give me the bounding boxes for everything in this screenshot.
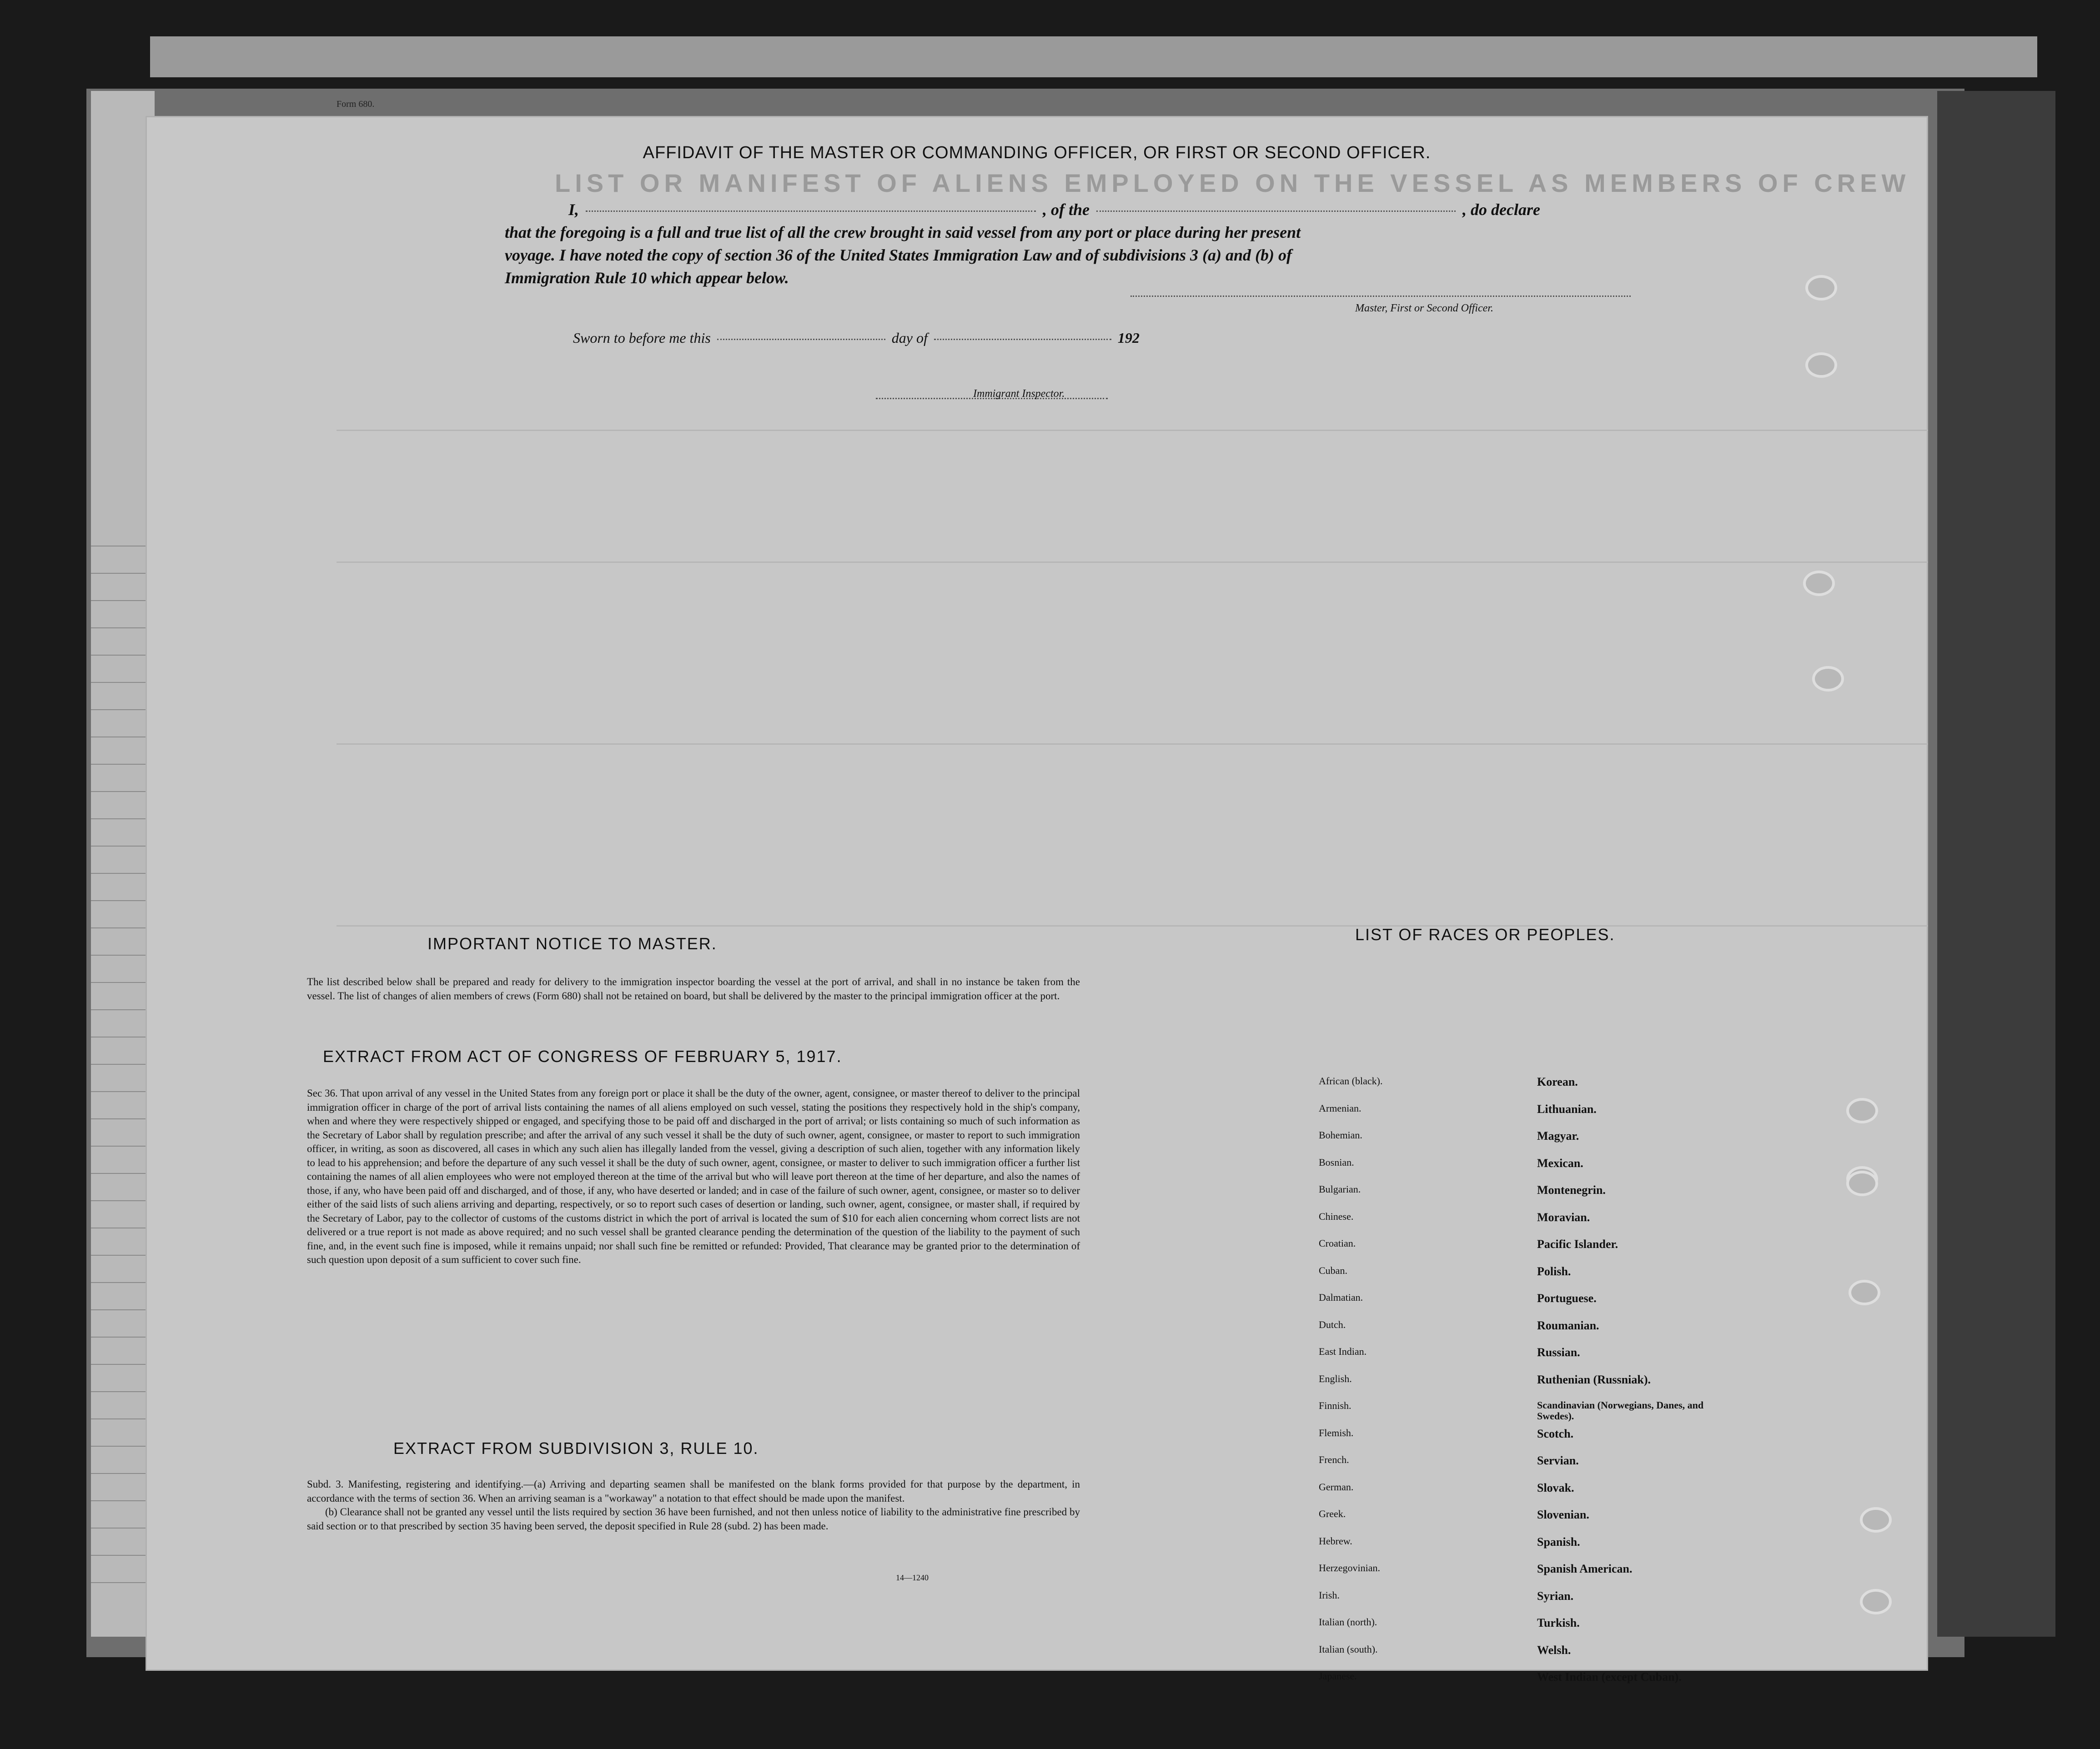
race-name-left: German. — [1319, 1481, 1354, 1493]
affidavit-line3: voyage. I have noted the copy of section 36 of the United States Immigration Law and of subdivisions 3 (a) and (b) of — [505, 246, 1292, 264]
sworn-line — [573, 330, 1140, 346]
race-row — [1319, 1481, 1864, 1508]
race-row — [1319, 1644, 1864, 1671]
race-name-left: Herzegovinian. — [1319, 1562, 1380, 1574]
race-name-left: Italian (north). — [1319, 1616, 1377, 1628]
background-ledger-lines — [91, 546, 146, 1591]
race-name-right: Korean. — [1537, 1075, 1578, 1088]
race-name-left: Dalmatian. — [1319, 1292, 1363, 1303]
affidavit-line1-start: I, — [568, 200, 579, 219]
inspector-label: Immigrant Inspector. — [973, 388, 1065, 400]
year-label: 192 — [1117, 330, 1140, 346]
race-row — [1319, 1427, 1864, 1454]
race-name-left: Dutch. — [1319, 1318, 1346, 1330]
punch-hole — [1803, 571, 1835, 596]
race-row — [1319, 1373, 1864, 1400]
race-name-right: Ruthenian (Russniak). — [1537, 1373, 1651, 1386]
race-row — [1319, 1319, 1864, 1346]
ghost-rule — [337, 743, 1928, 745]
race-name-left: African (black). — [1319, 1075, 1383, 1087]
signature-blank — [1130, 296, 1631, 297]
race-name-right: Servian. — [1537, 1454, 1579, 1467]
race-row — [1319, 1265, 1864, 1292]
race-row — [1319, 1670, 1864, 1698]
race-row — [1319, 1346, 1864, 1373]
race-row — [1319, 1211, 1864, 1238]
race-name-right: Scotch. — [1537, 1427, 1574, 1440]
race-name-right: Scandinavian (Norwegians, Danes, and Swedes). — [1537, 1399, 1704, 1422]
race-name-right: Roumanian. — [1537, 1318, 1599, 1332]
race-row — [1319, 1508, 1864, 1535]
race-name-left: Finnish. — [1319, 1400, 1351, 1411]
race-name-right: Spanish American. — [1537, 1562, 1633, 1575]
race-row — [1319, 1075, 1864, 1103]
day-blank — [717, 339, 885, 340]
punch-hole — [1805, 275, 1837, 301]
ghost-rule — [337, 925, 1928, 927]
race-name-left: Hebrew. — [1319, 1535, 1352, 1547]
rule-subdivision-b: (b) Clearance shall not be granted any vessel until the lists required by section 36 have been furnished, and not then unless notice of liability to the administrative fine prescribed by said section or to that prescribed by section 35 having been served, the deposit specified in Rule 28 (subd. 2) has been made. — [307, 1506, 1080, 1532]
race-name-right: Mexican. — [1537, 1156, 1583, 1170]
race-name-left: East Indian. — [1319, 1346, 1367, 1357]
rule-extract-text — [307, 1478, 1080, 1533]
affidavit-declaration-line — [568, 200, 1540, 219]
race-name-right: Montenegrin. — [1537, 1183, 1606, 1197]
race-name-right: Russian. — [1537, 1346, 1580, 1359]
month-blank — [934, 339, 1111, 340]
ghost-header: LIST OR MANIFEST OF ALIENS EMPLOYED ON THE VESSEL AS MEMBERS OF CREW — [555, 169, 1910, 197]
race-name-left: Bosnian. — [1319, 1156, 1354, 1168]
race-name-left: French. — [1319, 1454, 1349, 1465]
race-row — [1319, 1535, 1864, 1563]
races-heading: LIST OF RACES OR PEOPLES. — [1355, 925, 1615, 944]
ghost-rule — [337, 561, 1928, 563]
sworn-label: Sworn to before me this — [573, 330, 711, 346]
print-code: 14—1240 — [896, 1573, 929, 1582]
act-extract-heading: EXTRACT FROM ACT OF CONGRESS OF FEBRUARY 5, 1917. — [323, 1047, 842, 1066]
affidavit-line4: Immigration Rule 10 which appear below. — [505, 269, 789, 287]
race-row — [1319, 1562, 1864, 1589]
punch-hole — [1860, 1507, 1892, 1533]
race-name-left: Irish. — [1319, 1589, 1340, 1601]
race-name-right: Slovak. — [1537, 1481, 1574, 1494]
manifest-page — [146, 116, 1928, 1684]
race-name-right: Slovenian. — [1537, 1508, 1589, 1521]
race-row — [1319, 1183, 1864, 1211]
punch-hole — [1812, 666, 1844, 692]
race-row — [1319, 1589, 1864, 1617]
day-label: day of — [891, 330, 928, 346]
notice-text: The list described below shall be prepared and ready for delivery to the immigration inspector boarding the vessel at the port of arrival, and shall in no instance be taken from the vessel. The list of changes of alien members of crews (Form 680) shall not be retained on board, but shall be delivered by the master to the principal immigration officer at the port. — [307, 976, 1080, 1002]
affidavit-line2: that the foregoing is a full and true list of all the crew brought in said vessel from any port or place during her present — [505, 223, 1301, 241]
vessel-blank — [1096, 210, 1456, 212]
race-name-left: Bohemian. — [1319, 1129, 1362, 1141]
race-row — [1319, 1157, 1864, 1184]
punch-hole — [1860, 1589, 1892, 1614]
rule-extract-heading: EXTRACT FROM SUBDIVISION 3, RULE 10. — [393, 1439, 759, 1458]
race-name-left: Italian (south). — [1319, 1643, 1378, 1655]
race-row — [1319, 1454, 1864, 1481]
race-name-left: Croatian. — [1319, 1238, 1356, 1249]
race-name-right: Lithuanian. — [1537, 1102, 1597, 1116]
race-name-left: Cuban. — [1319, 1264, 1347, 1276]
race-name-left: Flemish. — [1319, 1427, 1354, 1438]
background-dark-edge — [1937, 91, 2055, 1637]
race-name-right: Welsh. — [1537, 1643, 1571, 1657]
race-name-left: English. — [1319, 1373, 1352, 1384]
punch-hole — [1805, 352, 1837, 378]
race-row — [1319, 1238, 1864, 1265]
affidavit-line1-mid: , of the — [1043, 200, 1090, 219]
affidavit-title: AFFIDAVIT OF THE MASTER OR COMMANDING OFFICER, OR FIRST OR SECOND OFFICER. — [643, 143, 1431, 162]
notice-heading: IMPORTANT NOTICE TO MASTER. — [427, 934, 717, 953]
race-row — [1319, 1400, 1864, 1427]
race-name-left: Armenian. — [1319, 1102, 1361, 1114]
race-name-right: Syrian. — [1537, 1589, 1574, 1603]
affidavit-line1-end: , do declare — [1462, 200, 1540, 219]
race-row — [1319, 1292, 1864, 1319]
race-name-right: Moravian. — [1537, 1210, 1590, 1224]
race-name-right: West Indian (except Cuban). — [1537, 1670, 1682, 1684]
race-name-right: Spanish. — [1537, 1535, 1580, 1549]
signature-label: Master, First or Second Officer. — [1355, 302, 1493, 314]
rule-subdivision-a: Subd. 3. Manifesting, registering and identifying.—(a) Arriving and departing seamen shall be manifested on the blank forms provided for that purpose by the department, in accordance with the terms of section 36. When an arriving seaman is a "workaway" a notation to that effect should be made upon the manifest. — [307, 1478, 1080, 1504]
race-name-right: Turkish. — [1537, 1616, 1580, 1629]
background-sheet-top — [150, 36, 2037, 77]
race-name-right: Magyar. — [1537, 1129, 1579, 1143]
race-name-left: Greek. — [1319, 1508, 1346, 1519]
act-extract-text: Sec 36. That upon arrival of any vessel in the United States from any foreign port or place it shall be the duty of the owner, agent, consignee, or master thereof to deliver to the principal immigration officer in charge of the port of arrival lists containing the names of all aliens employed on such vessel, stating the positions they respectively hold in the ship's company, when and where they were respectively shipped or engaged, and specifying those to be paid off and discharged in the port of arrival; or lists containing so much of such information as the Secretary of Labor shall by regulation prescribe; and after the arrival of any such vessel it shall be the duty of such owner, agent, consignee, or master to report to such immigration officer, in writing, as soon as discovered, all cases in which any such alien has illegally landed from the vessel, giving a description of such alien, together with any information likely to lead to his apprehension; and before the departure of any such vessel it shall be the duty of such owner, agent, consignee, or master to deliver to such immigration officer a further list containing the names of all alien employees who were not employed thereon at the time of the arrival but who will leave port thereon at the time of her departure, and also the names of those, if any, who have been paid off and discharged, and of those, if any, who have deserted or landed; and in case of the failure of such owner, agent, consignee, or master so to deliver either of the said lists of such aliens arriving and departing, respectively, or so to report such cases of desertion or landing, such owner, agent, consignee, or master shall, if required by the Secretary of Labor, pay to the collector of customs of the customs district in which the port of arrival is located the sum of $10 for each alien concerning whom correct lists are not delivered or a true report is not made as above required; and no such vessel shall be granted clearance pending the determination of the question of the liability to the payment of such fine, and, in the event such fine is imposed, while it remains unpaid; nor shall such fine be remitted or refunded: Provided, That clearance may be granted prior to the determination of such question upon deposit of a sum sufficient to cover such fine. — [307, 1087, 1080, 1265]
race-name-left: Chinese. — [1319, 1210, 1354, 1222]
race-row — [1319, 1129, 1864, 1157]
name-blank — [586, 210, 1036, 212]
form-number: Form 680. — [337, 99, 375, 109]
race-name-left: Japanese. — [1319, 1670, 1357, 1682]
race-name-right: Polish. — [1537, 1264, 1571, 1278]
race-name-right: Pacific Islander. — [1537, 1238, 1618, 1251]
race-name-right: Portuguese. — [1537, 1292, 1597, 1305]
race-row — [1319, 1103, 1864, 1130]
race-name-left: Bulgarian. — [1319, 1183, 1361, 1195]
ghost-rule — [337, 430, 1928, 431]
race-row — [1319, 1616, 1864, 1644]
